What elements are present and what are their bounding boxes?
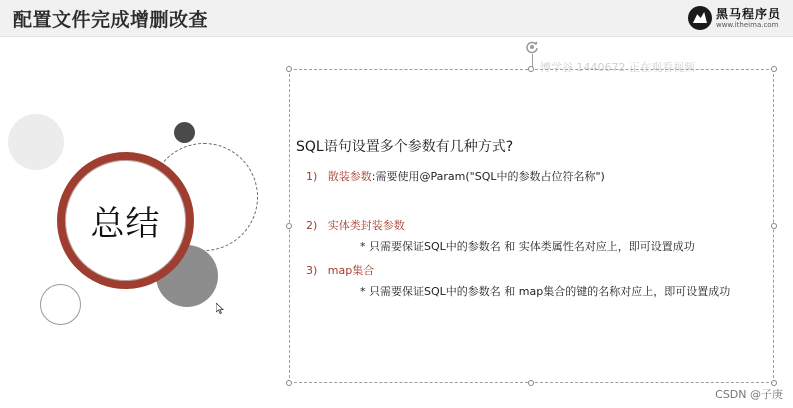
item-title: 散装参数 — [327, 170, 372, 183]
item-number: 1) — [306, 170, 318, 183]
page-title: 配置文件完成增删改查 — [13, 9, 209, 31]
mouse-cursor-icon — [216, 303, 224, 314]
summary-badge — [57, 152, 194, 289]
rotate-handle-icon[interactable] — [525, 40, 539, 54]
decorative-circle-dark — [174, 122, 195, 143]
resize-handle-top[interactable] — [528, 66, 534, 72]
question-heading: SQL语句设置多个参数有几种方式? — [296, 139, 514, 155]
resize-handle-bottom[interactable] — [528, 380, 534, 386]
decorative-circle-light — [8, 114, 64, 170]
horse-logo-icon — [688, 6, 712, 30]
item-detail: :需要使用@Param("SQL中的参数占位符名称") — [371, 170, 605, 183]
viewer-watermark: 博学谷 1440672 正在观看视频 — [540, 61, 695, 74]
resize-handle-top-right[interactable] — [771, 66, 777, 72]
list-item — [306, 168, 605, 184]
credit-watermark: CSDN @子庚 — [715, 388, 783, 401]
item-number: 3) — [306, 264, 318, 277]
list-item — [306, 262, 374, 278]
logo-name: 黑马程序员 — [715, 6, 781, 21]
item-title: 实体类封装参数 — [327, 219, 405, 232]
resize-handle-bottom-left[interactable] — [286, 380, 292, 386]
title-bar — [0, 0, 793, 37]
resize-handle-left[interactable] — [286, 223, 292, 229]
resize-handle-top-left[interactable] — [286, 66, 292, 72]
decorative-circle-outline — [40, 284, 81, 325]
item-title: map集合 — [327, 264, 375, 277]
item-note: * 只需要保证SQL中的参数名 和 实体类属性名对应上，即可设置成功 — [360, 240, 695, 253]
logo-url: www.itheima.com — [715, 20, 779, 29]
item-note: * 只需要保证SQL中的参数名 和 map集合的键的名称对应上，即可设置成功 — [360, 285, 731, 298]
item-number: 2) — [306, 219, 318, 232]
brand-logo — [688, 4, 781, 32]
resize-handle-right[interactable] — [771, 223, 777, 229]
summary-label: 总结 — [90, 204, 161, 244]
list-item — [306, 217, 405, 233]
